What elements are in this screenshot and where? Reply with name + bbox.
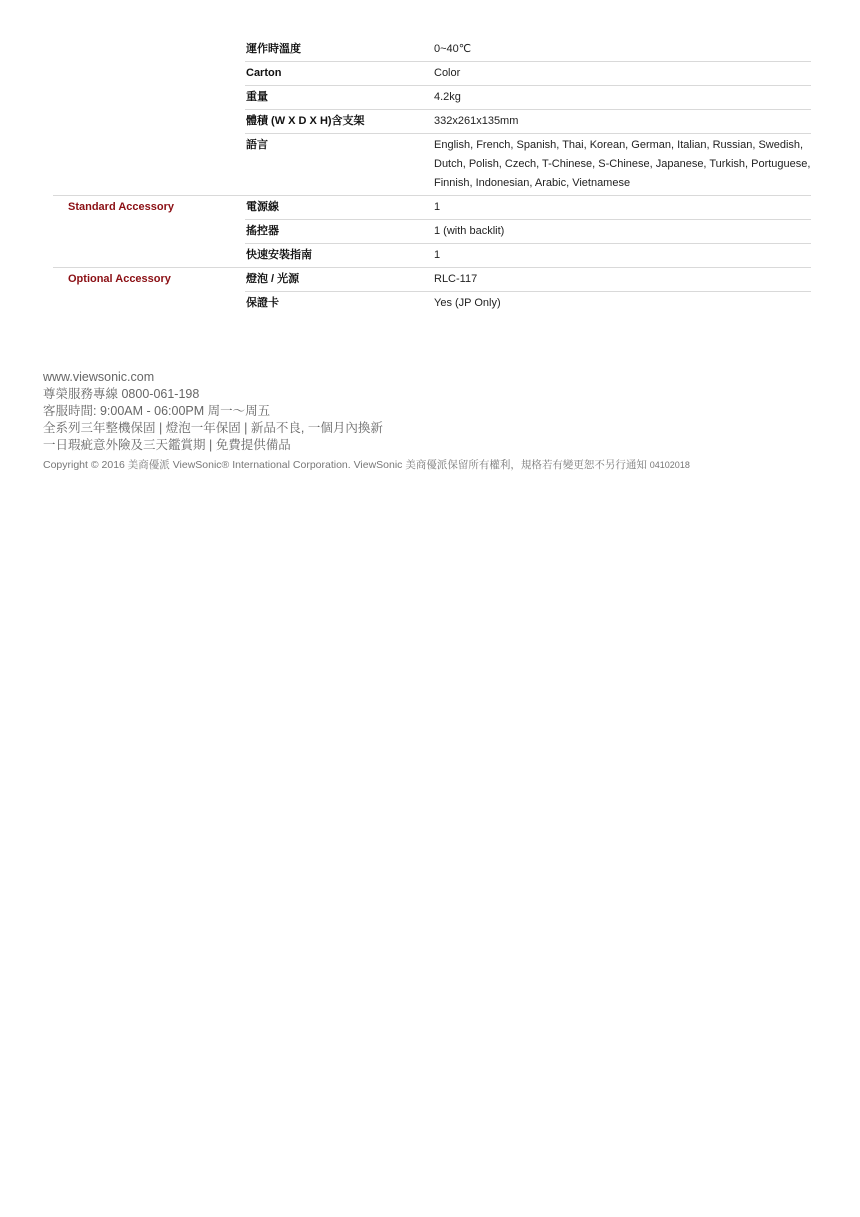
spec-label: 電源線 (246, 201, 279, 213)
hotline-text: 尊榮服務專線 0800-061-198 (43, 387, 200, 401)
spec-label: 體積 (W X D X H)含支架 (246, 115, 365, 127)
spec-row (53, 292, 811, 315)
spec-value: 1 (with backlit) (434, 225, 505, 237)
spec-label: Carton (246, 67, 282, 79)
spec-row (53, 86, 811, 110)
service-hours-text: 客服時間: 9:00AM - 06:00PM 周一～周五 (43, 404, 271, 418)
section-label: Standard Accessory (68, 201, 174, 213)
spec-label: 運作時溫度 (246, 43, 301, 55)
spec-row (53, 244, 811, 267)
spec-label: 語言 (246, 139, 268, 151)
spec-table (53, 38, 811, 315)
service-benefits-text: 一日瑕疵意外險及三天鑑賞期 | 免費提供備品 (43, 438, 291, 452)
spec-row (53, 195, 811, 220)
document-code: 04102018 (649, 460, 690, 470)
spec-value: 332x261x135mm (434, 115, 519, 127)
spec-row (53, 38, 811, 62)
section-label: Optional Accessory (68, 273, 171, 285)
spec-label: 重量 (246, 91, 268, 103)
spec-label: 燈泡 / 光源 (246, 273, 300, 285)
section-label (53, 38, 245, 42)
spec-value: 0~40℃ (434, 43, 472, 55)
spec-value: English, French, Spanish, Thai, Korean, German, Italian, Russian, Swedish, Dutch, Polish, Czech, T-Chinese, S-Chinese, Japanese, Turkish, Portuguese, Finnish, Indonesian, Arabic, Vietnamese (434, 139, 811, 189)
copyright-notice (43, 458, 833, 473)
spec-value: RLC-117 (434, 273, 478, 285)
spec-row (53, 62, 811, 86)
spec-label: 快速安裝指南 (246, 249, 312, 261)
spec-value: Yes (JP Only) (434, 297, 501, 309)
spec-label: 保證卡 (246, 297, 279, 309)
spec-row (53, 134, 811, 195)
spec-row (53, 267, 811, 292)
warranty-text: 全系列三年整機保固 | 燈泡一年保固 | 新品不良, 一個月內換新 (43, 421, 383, 435)
spec-label: 搖控器 (246, 225, 279, 237)
spec-value: 1 (434, 249, 441, 261)
spec-value: 1 (434, 201, 441, 213)
copyright-text: Copyright © 2016 美商優派 ViewSonic® International Corporation. ViewSonic 美商優派保留所有權利，規格若有變更恕不另行通知 (43, 459, 647, 471)
spec-row (53, 110, 811, 134)
spec-row (53, 220, 811, 244)
footer (43, 369, 833, 473)
website-link[interactable]: www.viewsonic.com (43, 370, 155, 384)
spec-value: Color (434, 67, 461, 79)
spec-value: 4.2kg (434, 91, 461, 103)
